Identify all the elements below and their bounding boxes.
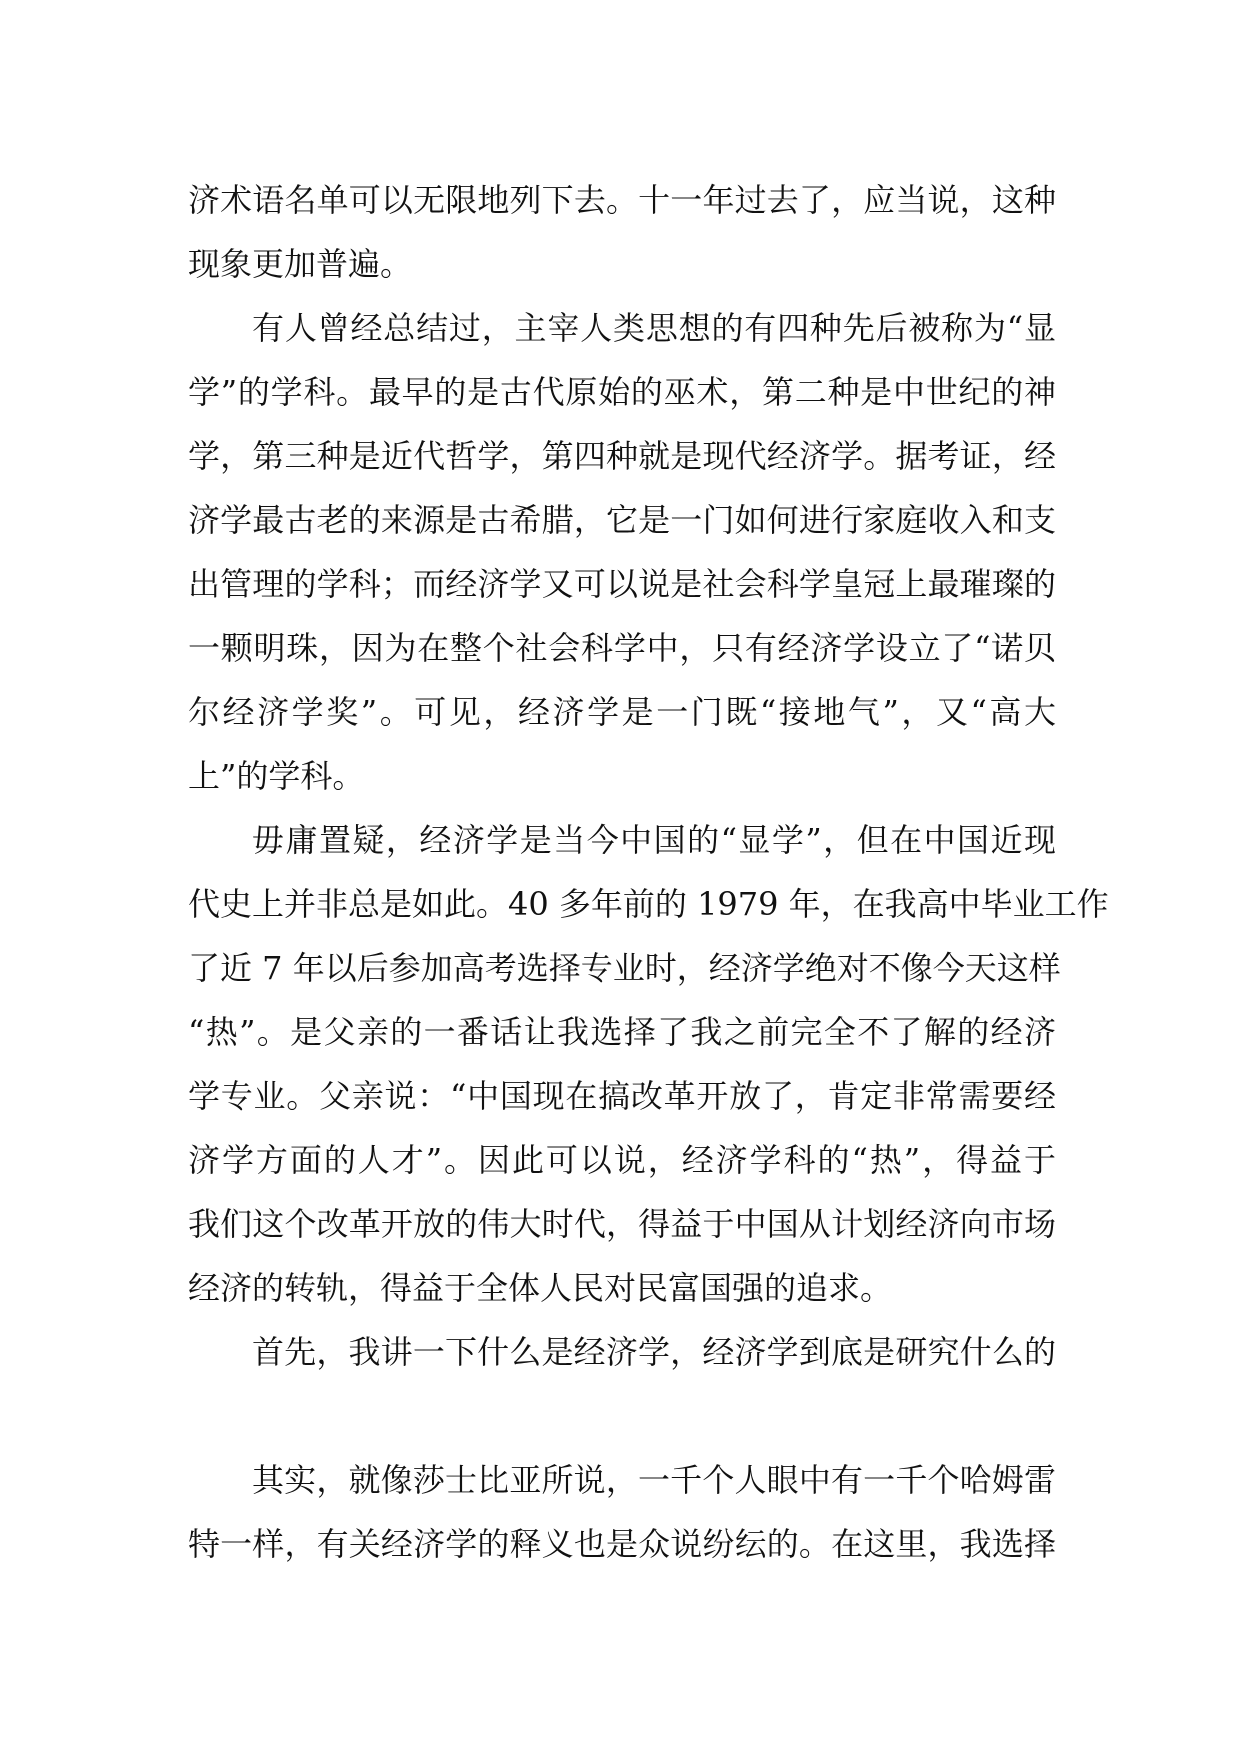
text-line: 特一样，有关经济学的释义也是众说纷纭的。在这里，我选择	[188, 1525, 1056, 1563]
paragraph-terms-list	[188, 168, 1056, 296]
text-line: 其实，就像莎士比亚所说，一千个人眼中有一千个哈姆雷	[252, 1461, 1056, 1499]
text-line: 尔经济学奖”。可见，经济学是一门既“接地气”，又“高大	[188, 693, 1056, 731]
text-line: 代史上并非总是如此。40 多年前的 1979 年，在我高中毕业工作	[188, 885, 1109, 923]
text-line: 现象更加普遍。	[188, 245, 413, 283]
document-page	[188, 168, 1109, 1576]
paragraph-economics-in-china	[188, 808, 1109, 1320]
text-line: “热”。是父亲的一番话让我选择了我之前完全不了解的经济	[188, 1013, 1056, 1051]
text-line: 有人曾经总结过，主宰人类思想的有四种先后被称为“显	[252, 309, 1056, 347]
text-line: 我们这个改革开放的伟大时代，得益于中国从计划经济向市场	[188, 1205, 1056, 1243]
text-line: 毋庸置疑，经济学是当今中国的“显学”，但在中国近现	[252, 821, 1056, 859]
text-line: 学，第三种是近代哲学，第四种就是现代经济学。据考证，经	[188, 437, 1056, 475]
text-line: 济学最古老的来源是古希腊，它是一门如何进行家庭收入和支	[188, 501, 1056, 539]
text-line: 经济的转轨，得益于全体人民对民富国强的追求。	[188, 1269, 893, 1307]
text-line: 学”的学科。最早的是古代原始的巫术，第二种是中世纪的神	[188, 373, 1056, 411]
text-line: 济术语名单可以无限地列下去。十一年过去了，应当说，这种	[188, 181, 1056, 219]
text-line: 一颗明珠，因为在整个社会科学中，只有经济学设立了“诺贝	[188, 629, 1056, 667]
paragraph-spacer	[188, 1384, 1056, 1448]
text-line: 学专业。父亲说：“中国现在搞改革开放了，肯定非常需要经	[188, 1077, 1056, 1115]
text-line: 出管理的学科；而经济学又可以说是社会科学皇冠上最璀璨的	[188, 565, 1056, 603]
paragraph-shakespeare	[188, 1448, 1056, 1576]
text-line: 首先，我讲一下什么是经济学，经济学到底是研究什么的	[252, 1333, 1056, 1371]
text-line: 了近 7 年以后参加高考选择专业时，经济学绝对不像今天这样	[188, 949, 1061, 987]
paragraph-what-is-economics	[188, 1320, 1056, 1384]
paragraph-four-disciplines	[188, 296, 1056, 808]
text-line: 济学方面的人才”。因此可以说，经济学科的“热”，得益于	[188, 1141, 1056, 1179]
text-line: 上”的学科。	[188, 757, 365, 795]
